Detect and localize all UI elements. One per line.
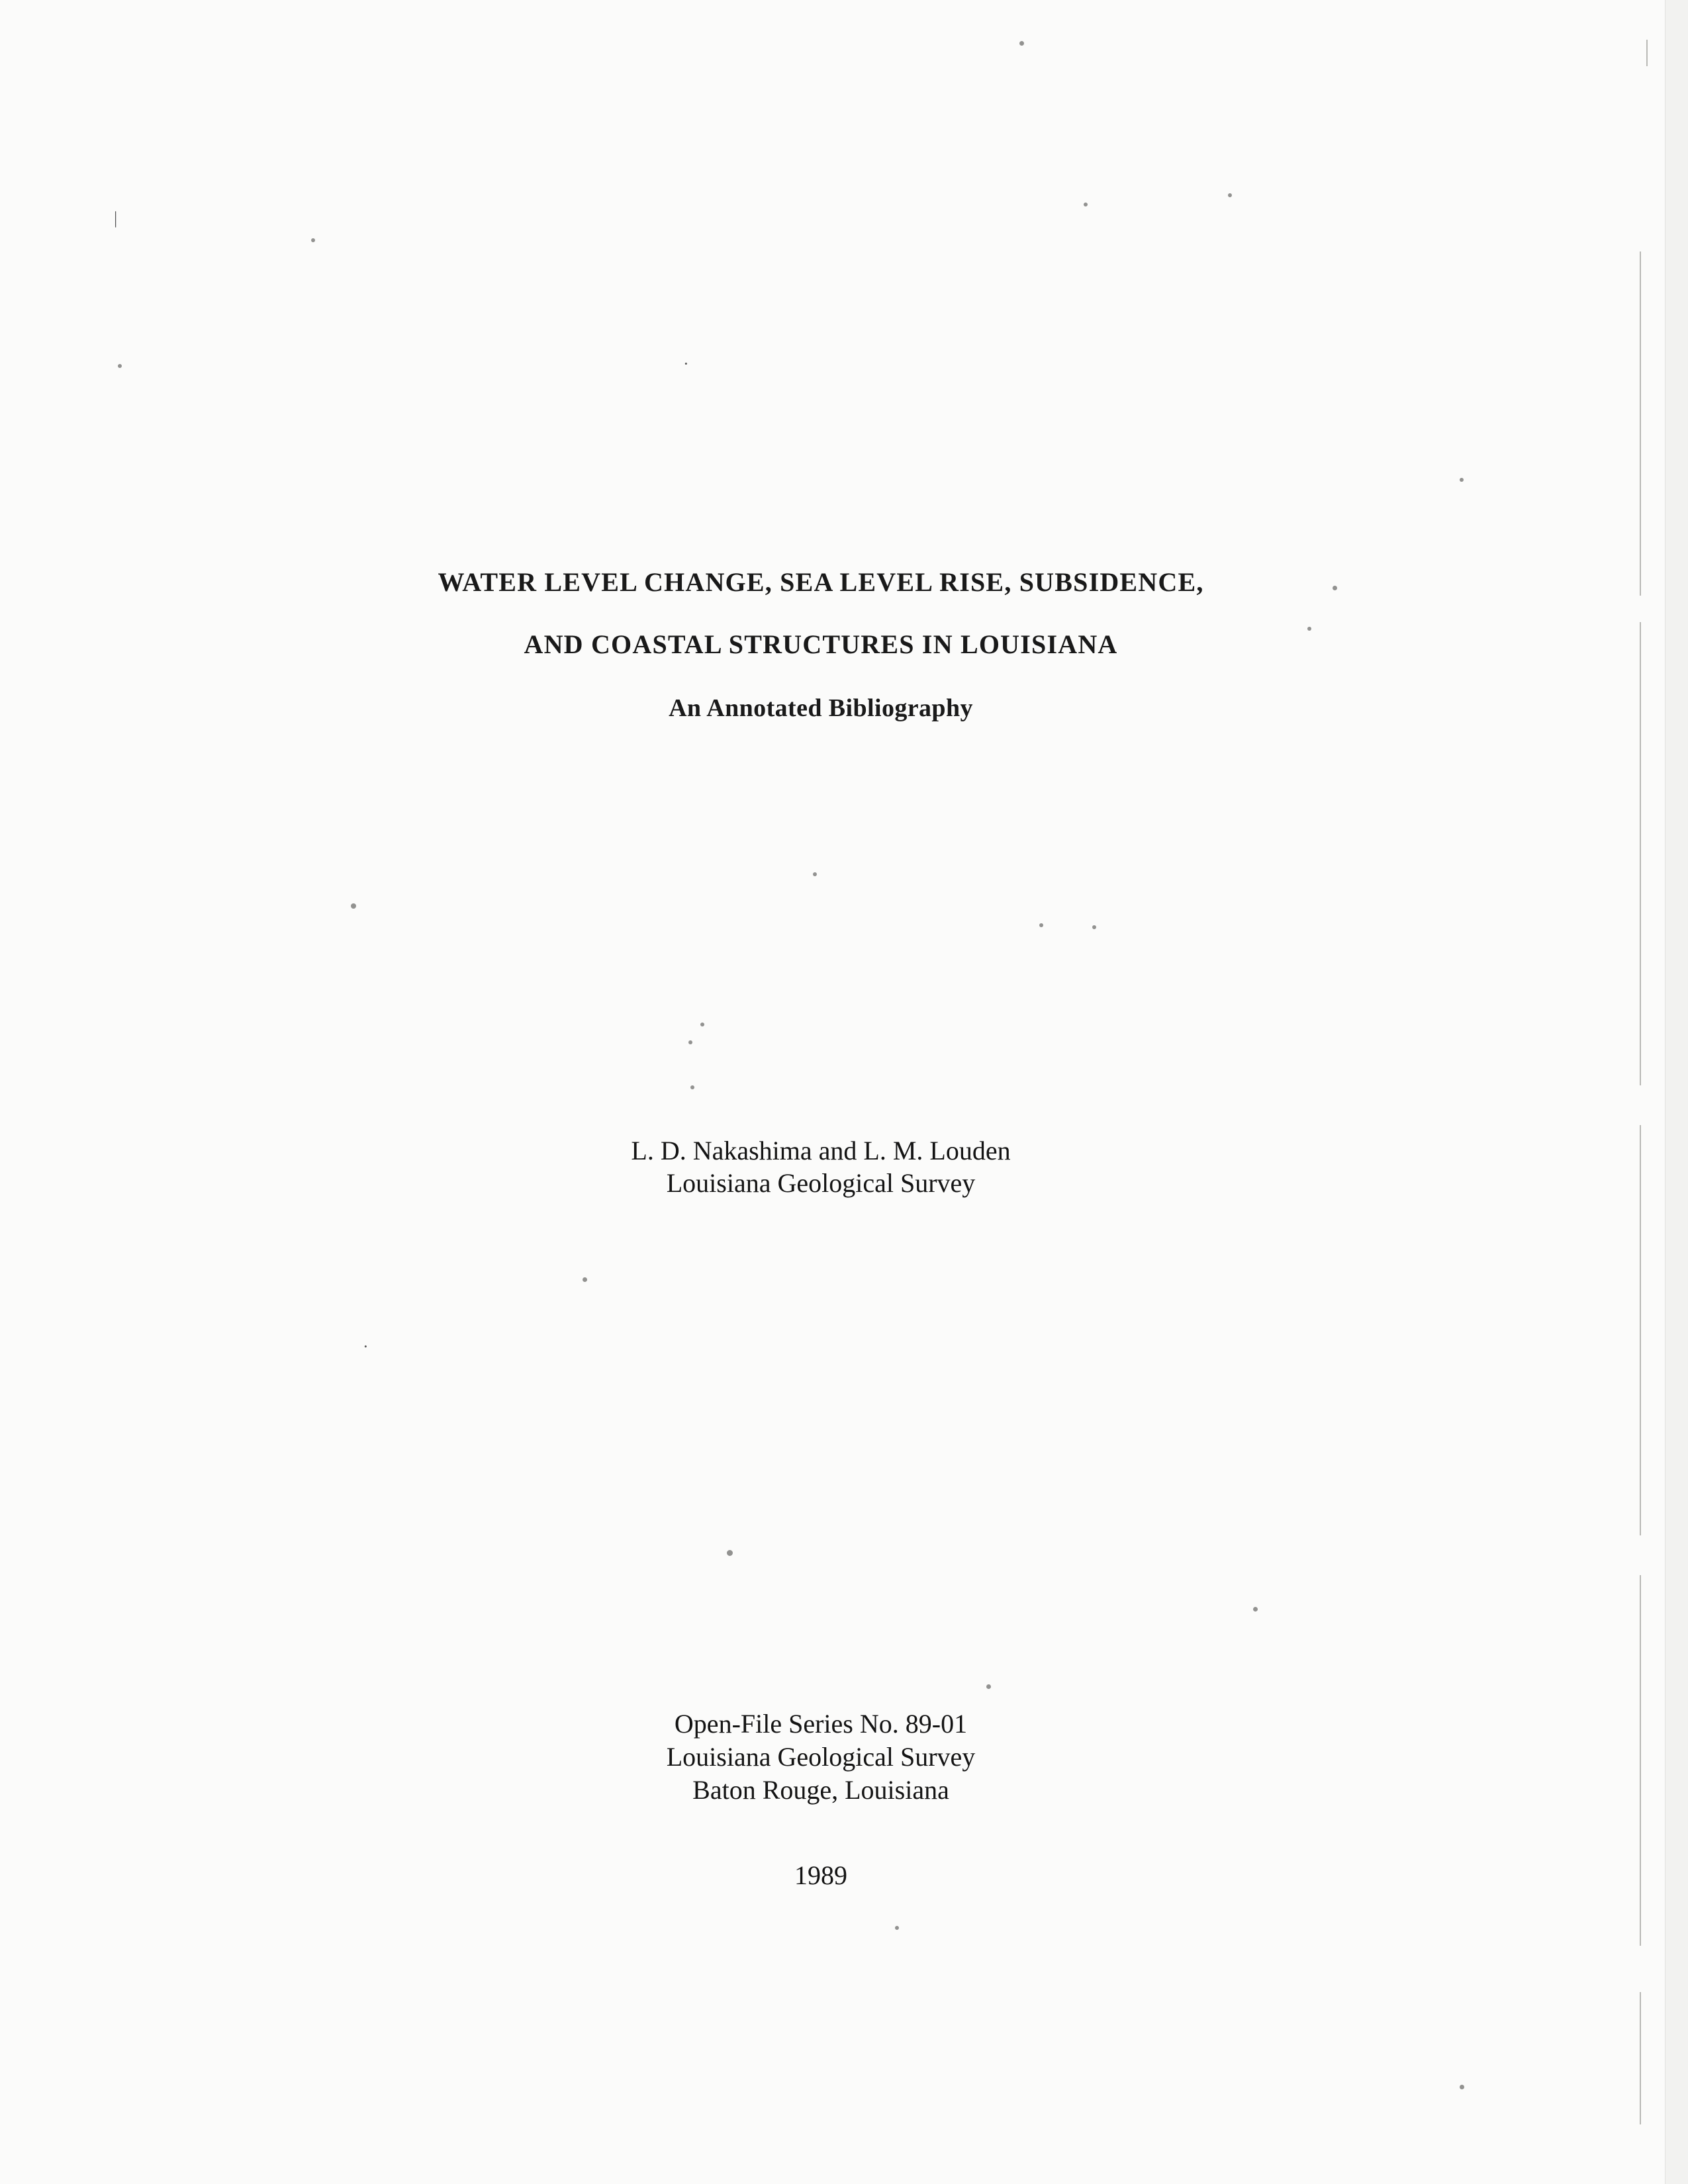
- document-title-line-1: WATER LEVEL CHANGE, SEA LEVEL RISE, SUBSIDENCE,: [438, 567, 1204, 597]
- dust-speck: [813, 872, 817, 876]
- dust-speck: [690, 1085, 694, 1089]
- dust-speck: [1019, 41, 1024, 46]
- page-edge-shading: [1665, 0, 1688, 2184]
- stray-mark-tick: ·: [683, 354, 689, 373]
- title-block: [0, 569, 1642, 723]
- stray-mark-bar: |: [114, 208, 118, 228]
- dust-speck: [583, 1277, 587, 1282]
- dust-speck: [1092, 925, 1096, 929]
- document-subtitle: An Annotated Bibliography: [669, 694, 973, 722]
- scan-artifact-line: [1640, 251, 1641, 596]
- dust-speck: [1253, 1607, 1258, 1612]
- author-affiliation: Louisiana Geological Survey: [666, 1167, 976, 1198]
- publisher: Louisiana Geological Survey: [666, 1742, 976, 1772]
- publication-year: 1989: [794, 1860, 847, 1890]
- dust-speck: [700, 1023, 704, 1026]
- document-title-line-2: AND COASTAL STRUCTURES IN LOUISIANA: [524, 629, 1118, 659]
- authors-block: [0, 1135, 1642, 1200]
- dust-speck: [118, 364, 122, 368]
- dust-speck: [986, 1684, 991, 1689]
- dust-speck: [727, 1550, 733, 1556]
- dust-speck: [311, 238, 315, 242]
- dust-speck: [1228, 193, 1232, 197]
- publication-place: Baton Rouge, Louisiana: [692, 1775, 949, 1805]
- dust-speck: [1460, 2085, 1464, 2089]
- dust-speck: [1084, 203, 1088, 206]
- dust-speck: [688, 1040, 692, 1044]
- imprint-block: [0, 1707, 1642, 1807]
- scan-artifact-line: [1640, 1992, 1641, 2124]
- author-names: L. D. Nakashima and L. M. Louden: [631, 1136, 1011, 1165]
- dust-speck: [1039, 923, 1043, 927]
- stray-mark-comma: ·: [363, 1337, 369, 1356]
- dust-speck: [1460, 478, 1464, 482]
- series-number: Open-File Series No. 89-01: [674, 1709, 968, 1739]
- scan-artifact-line: [1646, 40, 1648, 66]
- dust-speck: [351, 903, 356, 909]
- dust-speck: [895, 1926, 899, 1930]
